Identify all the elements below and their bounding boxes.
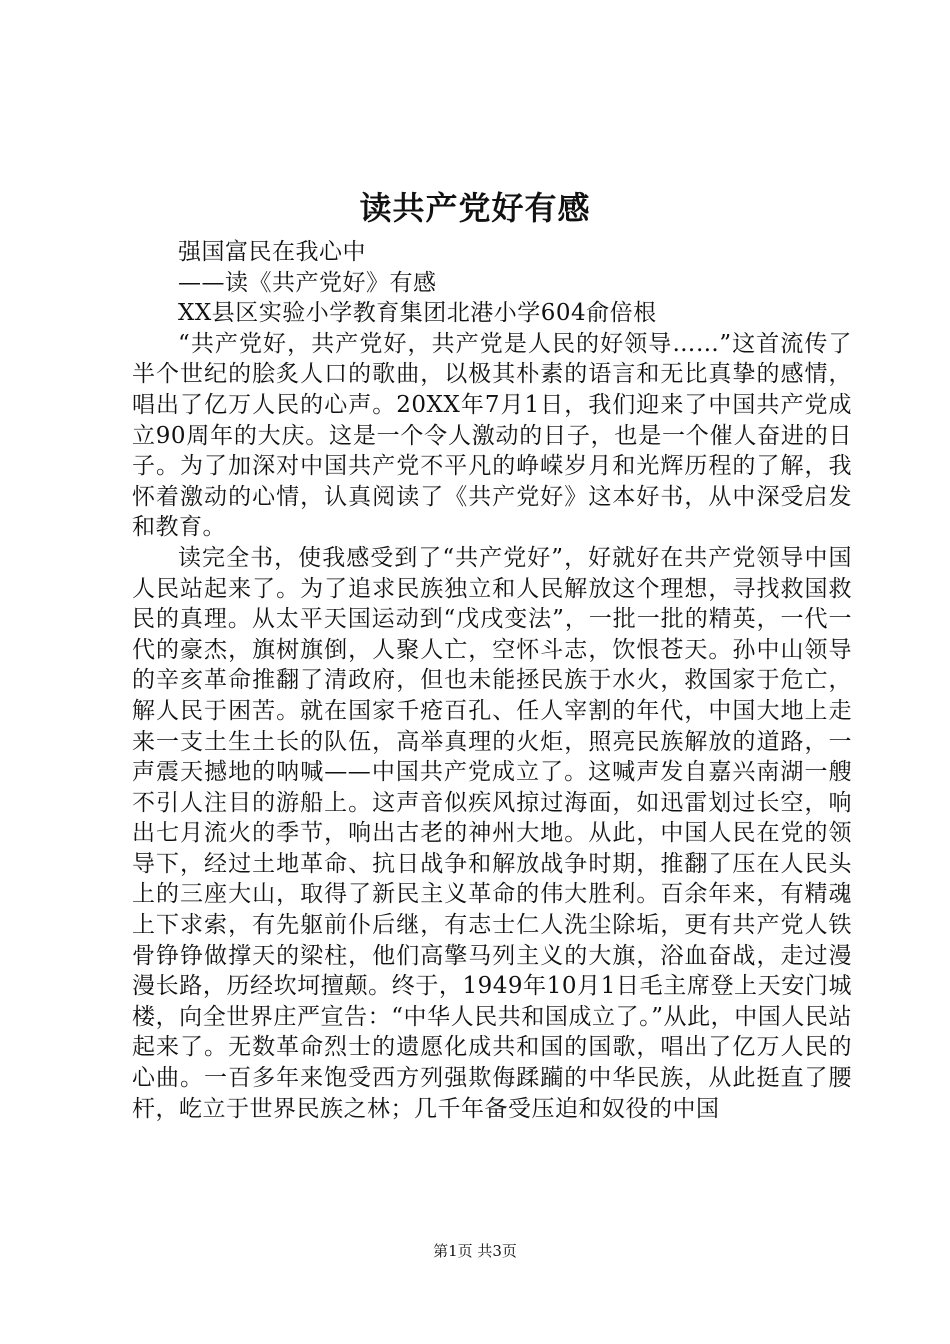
author-line: XX县区实验小学教育集团北港小学604俞倍根	[178, 300, 657, 327]
essay-subheading: ——读《共产党好》有感	[178, 269, 437, 296]
essay-subtitle: 强国富民在我心中	[178, 239, 366, 265]
document-title: 读共产党好有感	[359, 189, 591, 227]
paragraph-1: “共产党好，共产党好，共产党是人民的好领导……”这首流传了半个世纪的脍炙人口的歌曲，以极其朴素的语言和无比真挚的感情，唱出了亿万人民的心声。20XX年7月1日，我们迎来了中国共产党成立90周年的大庆。这是一个令人激动的日子，也是一个催人奋进的日子。为了加深对中国共产党不平凡的峥嵘岁月和光辉历程的了解，我怀着激动的心情，认真阅读了《共产党好》这本好书，从中深受启发和教育。	[132, 330, 852, 541]
document-body	[132, 237, 852, 1124]
page-number-footer: 第1页 共3页	[433, 1242, 517, 1260]
paragraph-2: 读完全书，使我感受到了“共产党好”，好就好在共产党领导中国人民站起来了。为了追求民族独立和人民解放这个理想，寻找救国救民的真理。从太平天国运动到“戊戌变法”，一批一批的精英，一代一代的豪杰，旗树旗倒，人聚人亡，空怀斗志，饮恨苍天。孙中山领导的辛亥革命推翻了清政府，但也未能拯民族于水火，救国家于危亡，解人民于困苦。就在国家千疮百孔、任人宰割的年代，中国大地上走来一支土生土长的队伍，高举真理的火炬，照亮民族解放的道路，一声震天撼地的呐喊——中国共产党成立了。这喊声发自嘉兴南湖一艘不引人注目的游船上。这声音似疾风掠过海面，如迅雷划过长空，响出七月流火的季节，响出古老的神州大地。从此，中国人民在党的领导下，经过土地革命、抗日战争和解放战争时期，推翻了压在人民头上的三座大山，取得了新民主义革命的伟大胜利。百余年来，有精魂上下求索，有先躯前仆后继，有志士仁人洗尘除垢，更有共产党人铁骨铮铮做撑天的梁柱，他们高擎马列主义的大旗，浴血奋战，走过漫漫长路，历经坎坷擅颠。终于，1949年10月1日毛主席登上天安门城楼，向全世界庄严宣告：“中华人民共和国成立了。”从此，中国人民站起来了。无数革命烈士的遗愿化成共和国的国歌，唱出了亿万人民的心曲。一百多年来饱受西方列强欺侮蹂躏的中华民族，从此挺直了腰杆，屹立于世界民族之林；几千年备受压迫和奴役的中国	[132, 544, 852, 1122]
